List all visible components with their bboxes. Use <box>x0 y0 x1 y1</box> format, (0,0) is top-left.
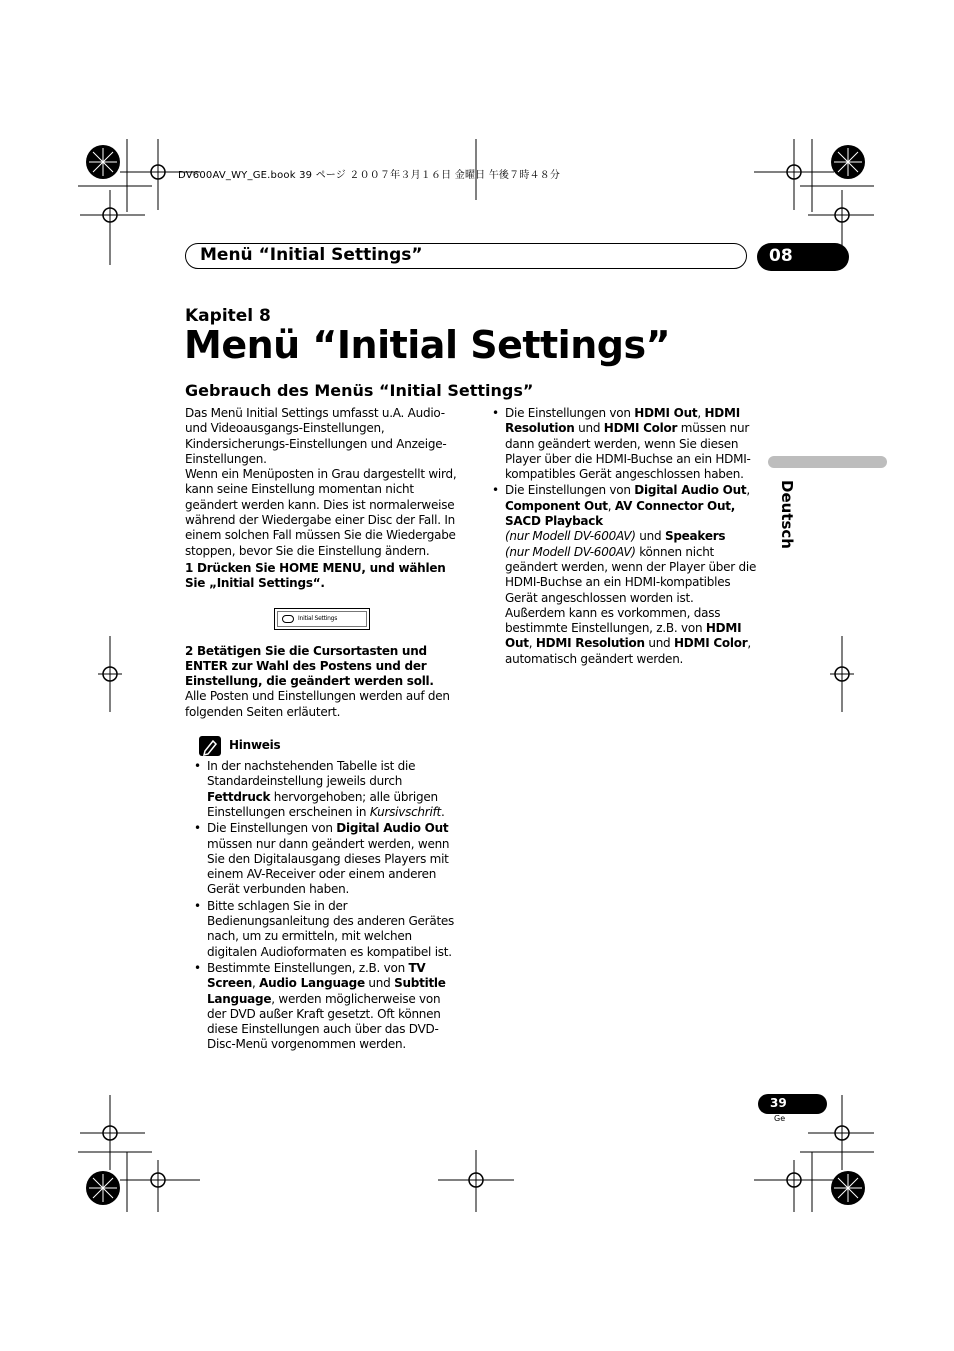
chapter-label: Kapitel 8 <box>185 306 271 326</box>
note-heading <box>199 736 461 756</box>
note-label: Hinweis <box>229 738 281 753</box>
intro-paragraph-2: Wenn ein Menüposten in Grau dargestellt wird, kann seine Einstellung momentan nicht geändert werden kann. Dies ist normalerweise während der Wiedergabe einer Disc der Fall. In einem solchen Fall müssen Sie die Wiedergabe stoppen, bevor Sie die Einstellung ändern. <box>185 467 457 558</box>
page-number: 39 <box>758 1094 827 1114</box>
list-item: • Bitte schlagen Sie in der Bedienungsanleitung des anderen Gerätes nach, um zu ermitteln, mit welchen digitalen Audioformaten es kompatibel ist. <box>207 899 461 960</box>
left-column <box>185 406 461 1054</box>
disc-icon <box>282 615 294 623</box>
section-title: Gebrauch des Menüs “Initial Settings” <box>185 381 534 400</box>
page-language-code: Ge <box>774 1114 786 1123</box>
language-tab <box>768 456 887 468</box>
list-item: • In der nachstehenden Tabelle ist die Standardeinstellung jeweils durch Fettdruck hervorgehoben; alle übrigen Einstellungen erscheinen in Kursivschrift. <box>207 759 461 820</box>
page-title: Menü “Initial Settings” <box>184 323 671 367</box>
header-title: Menü “Initial Settings” <box>200 245 423 265</box>
list-item: • Die Einstellungen von Digital Audio Out, Component Out, AV Connector Out, SACD Playback (nur Modell DV-600AV) und Speakers (nur Modell DV-600AV) können nicht geändert werden, wenn der Player über die HDMI-Buchse an ein HDMI-kompatibles Gerät angeschlossen worden ist. Außerdem kann es vorkommen, dass bestimmte Einstellungen, z.B. von HDMI Out, HDMI Resolution und HDMI Color, automatisch geändert werden. <box>505 483 758 667</box>
step-1: 1 Drücken Sie HOME MENU, und wählen Sie „Initial Settings“. <box>185 560 446 591</box>
list-item: • Die Einstellungen von HDMI Out, HDMI Resolution und HDMI Color müssen nur dann geändert werden, wenn Sie diesen Player über die HDMI-Buchse an ein HDMI-kompatibles Gerät angeschlossen haben. <box>505 406 758 482</box>
intro-paragraph-1: Das Menü Initial Settings umfasst u.A. Audio- und Videoausgangs-Einstellungen, Kindersicherungs-Einstellungen und Anzeige-Einstellungen. <box>185 406 447 466</box>
right-column <box>483 406 758 668</box>
list-item: • Bestimmte Einstellungen, z.B. von TV Screen, Audio Language und Subtitle Language, werden möglicherweise von der DVD außer Kraft gesetzt. Oft können diese Einstellungen auch über das DVD-Disc-Menü vorgenommen werden. <box>207 961 461 1053</box>
language-label: Deutsch <box>778 480 796 549</box>
note-list <box>185 759 461 1053</box>
chapter-number-badge: 08 <box>757 243 849 271</box>
screen-illustration <box>274 608 370 630</box>
list-item: • Die Einstellungen von Digital Audio Out müssen nur dann geändert werden, wenn Sie den Digitalausgang dieses Players mit einem AV-Receiver oder einem anderen Gerät verbunden haben. <box>207 821 461 897</box>
book-info-line: DV600AV_WY_GE.book 39 ページ ２００７年３月１６日 金曜日 午後７時４８分 <box>178 170 561 181</box>
pencil-note-icon <box>199 736 221 756</box>
step-2: 2 Betätigen Sie die Cursortasten und ENTER zur Wahl des Postens und der Einstellung, die geändert werden soll. <box>185 643 434 689</box>
right-list <box>483 406 758 667</box>
step-2-body: Alle Posten und Einstellungen werden auf den folgenden Seiten erläutert. <box>185 689 450 719</box>
screen-label: Initial Settings <box>298 614 338 622</box>
